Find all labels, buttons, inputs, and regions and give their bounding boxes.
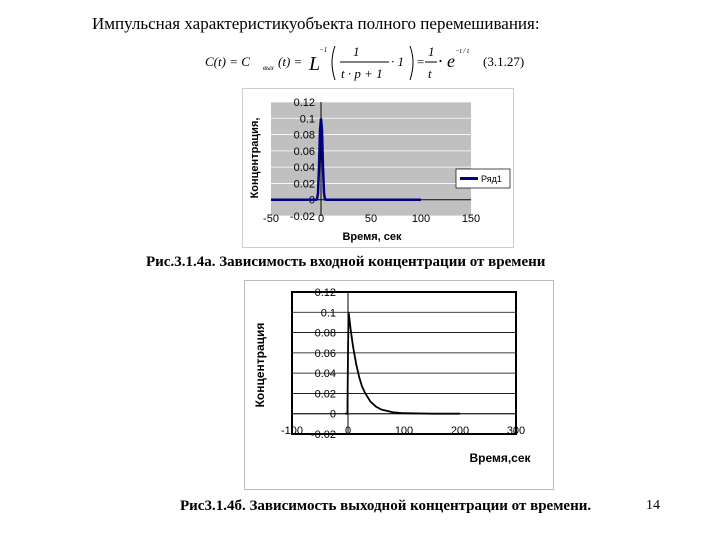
c2-y-tick-label: -0.02	[310, 429, 336, 441]
c2-y-tick-label: 0.04	[314, 368, 336, 381]
page-number: 14	[646, 498, 660, 513]
output-concentration-chart	[244, 280, 554, 490]
c2-x-tick-label: -100	[280, 425, 304, 437]
chart1-legend-label: Ряд1	[481, 174, 502, 184]
input-concentration-chart	[242, 88, 514, 248]
c1-x-tick-label: -50	[263, 213, 279, 225]
c2-y-tick-label: 0.06	[314, 347, 336, 360]
c2-x-tick-label: 0	[344, 425, 352, 437]
formula-exp-base: · e	[438, 51, 455, 71]
c1-y-tick-label: 0	[308, 194, 315, 207]
c1-x-tick-label: 150	[461, 213, 481, 225]
formula-times-one: · 1	[391, 54, 404, 69]
c2-y-tick-label: 0	[329, 408, 336, 421]
formula-lhs: C(t) = C	[205, 54, 250, 69]
c2-x-tick-label: 200	[450, 425, 470, 437]
c2-x-tick-label: 100	[394, 425, 414, 437]
formula-frac2-num: 1	[428, 44, 435, 59]
formula-lhs-sub: вых	[263, 64, 274, 72]
c1-y-tick-label: 0.12	[293, 97, 315, 109]
chart2-y-axis-label: Концентрация	[253, 322, 267, 408]
formula-operator: L	[309, 53, 321, 75]
formula-frac2-den: t	[428, 66, 432, 81]
chart2-x-axis-label: Время,сек	[469, 451, 531, 465]
c1-y-tick-label: 0.02	[293, 178, 315, 191]
page-heading: Импульсная характеристикуобъекта полного перемешивания:	[92, 14, 540, 33]
formula-frac1-den: t · p + 1	[341, 66, 383, 81]
formula-frac1-num: 1	[353, 44, 360, 59]
c2-y-tick-label: 0.12	[314, 287, 336, 299]
formula-equals: =	[416, 54, 425, 69]
formula-lhs-arg: (t) =	[278, 54, 303, 69]
c1-y-tick-label: -0.02	[289, 211, 315, 223]
c1-x-tick-label: 0	[317, 213, 325, 225]
c2-y-tick-label: 0.02	[314, 388, 336, 401]
c1-y-tick-label: 0.04	[293, 162, 315, 175]
chart1-y-axis-label: Концентрация,	[249, 117, 261, 199]
equation-number: (3.1.27)	[483, 54, 525, 69]
figure-caption-a: Рис.3.1.4а. Зависимость входной концентрации от времени	[146, 254, 546, 270]
c1-x-tick-label: 100	[411, 213, 431, 225]
formula-paren-right	[410, 46, 413, 80]
chart1-x-axis-label: Время, сек	[342, 231, 402, 243]
formula-exp-power: −t / t	[455, 47, 470, 55]
c2-x-tick-label: 300	[506, 425, 526, 437]
c1-y-tick-label: 0.06	[293, 145, 315, 158]
c2-y-tick-label: 0.08	[314, 327, 336, 340]
c1-x-tick-label: 50	[364, 213, 378, 225]
figure-caption-b: Рис3.1.4б. Зависимость выходной концентрации от времени.	[180, 498, 592, 514]
formula	[205, 40, 545, 82]
formula-paren-left	[332, 46, 335, 80]
chart1-legend	[456, 169, 510, 188]
c1-y-tick-label: 0.08	[293, 129, 315, 142]
formula-operator-sup: −1	[319, 46, 328, 54]
c2-y-tick-label: 0.1	[320, 307, 336, 320]
c1-y-tick-label: 0.1	[299, 113, 315, 126]
